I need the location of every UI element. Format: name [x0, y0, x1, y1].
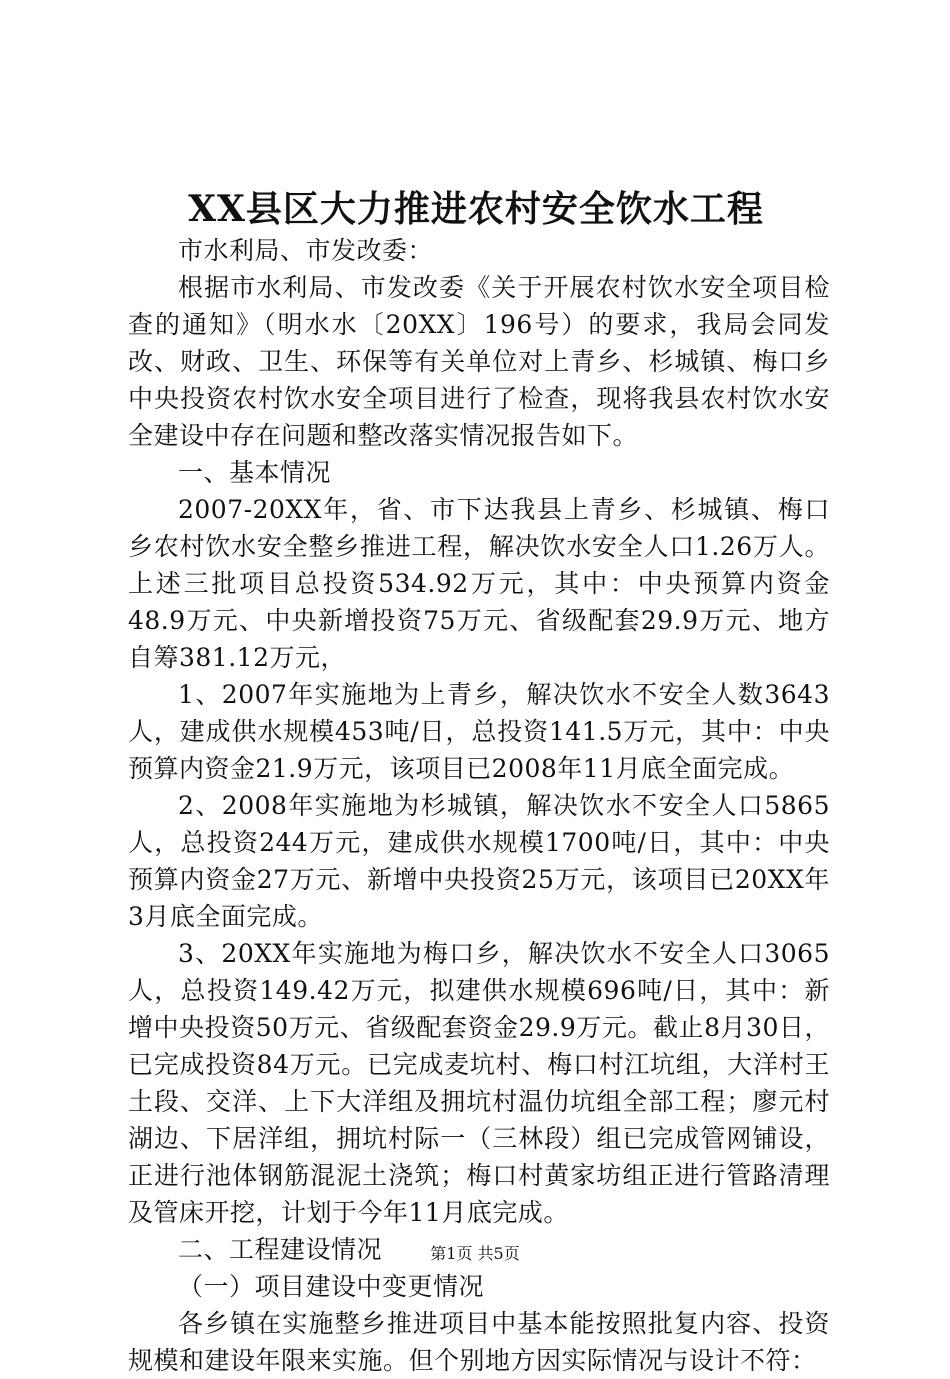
section-heading-basic-situation: 一、基本情况 [178, 458, 332, 487]
paragraph-changes: 各乡镇在实施整乡推进项目中基本能按照批复内容、投资规模和建设年限来实施。但个别地方因实际情况与设计不符： [128, 1309, 830, 1375]
paragraph-item-2: 2、2008年实施地为杉城镇，解决饮水不安全人口5865人，总投资244万元，建成供水规模1700吨/日，其中：中央预算内资金27万元、新增中央投资25万元，该项目已20XX年3月底全面完成。 [128, 791, 830, 931]
paragraph-overview: 2007-20XX年，省、市下达我县上青乡、杉城镇、梅口乡农村饮水安全整乡推进工程，解决饮水安全人口1.26万人。上述三批项目总投资534.92万元，其中：中央预算内资金48.9万元、中央新增投资75万元、省级配套29.9万元、地方自筹381.12万元， [128, 495, 830, 672]
subsection-heading-changes: （一）项目建设中变更情况 [178, 1272, 485, 1301]
paragraph-intro: 根据市水利局、市发改委《关于开展农村饮水安全项目检查的通知》（明水水〔20XX〕196号）的要求，我局会同发改、财政、卫生、环保等有关单位对上青乡、杉城镇、梅口乡中央投资农村饮水安全项目进行了检查，现将我县农村饮水安全建设中存在问题和整改落实情况报告如下。 [128, 273, 830, 450]
paragraph-item-3: 3、20XX年实施地为梅口乡，解决饮水不安全人口3065人，总投资149.42万元，拟建供水规模696吨/日，其中：新增中央投资50万元、省级配套资金29.9万元。截止8月30日，已完成投资84万元。已完成麦坑村、梅口村江坑组，大洋村王土段、交洋、上下大洋组及拥坑村温仂坑组全部工程；廖元村湖边、下居洋组，拥坑村际一（三林段）组已完成管网铺设，正进行池体钢筋混泥土浇筑；梅口村黄家坊组正进行管路清理及管床开挖，计划于今年11月底完成。 [128, 939, 830, 1227]
section-heading-construction: 二、工程建设情况 [178, 1235, 383, 1264]
paragraph-item-1: 1、2007年实施地为上青乡，解决饮水不安全人数3643人，建成供水规模453吨/日，总投资141.5万元，其中：中央预算内资金21.9万元，该项目已2008年11月底全面完成。 [128, 680, 830, 783]
paragraph-salutation: 市水利局、市发改委： [178, 236, 434, 265]
page-number-footer: 第1页 共5页 [430, 1244, 520, 1263]
document-body [128, 232, 830, 1379]
document-title: XX县区大力推进农村安全饮水工程 [188, 188, 764, 230]
